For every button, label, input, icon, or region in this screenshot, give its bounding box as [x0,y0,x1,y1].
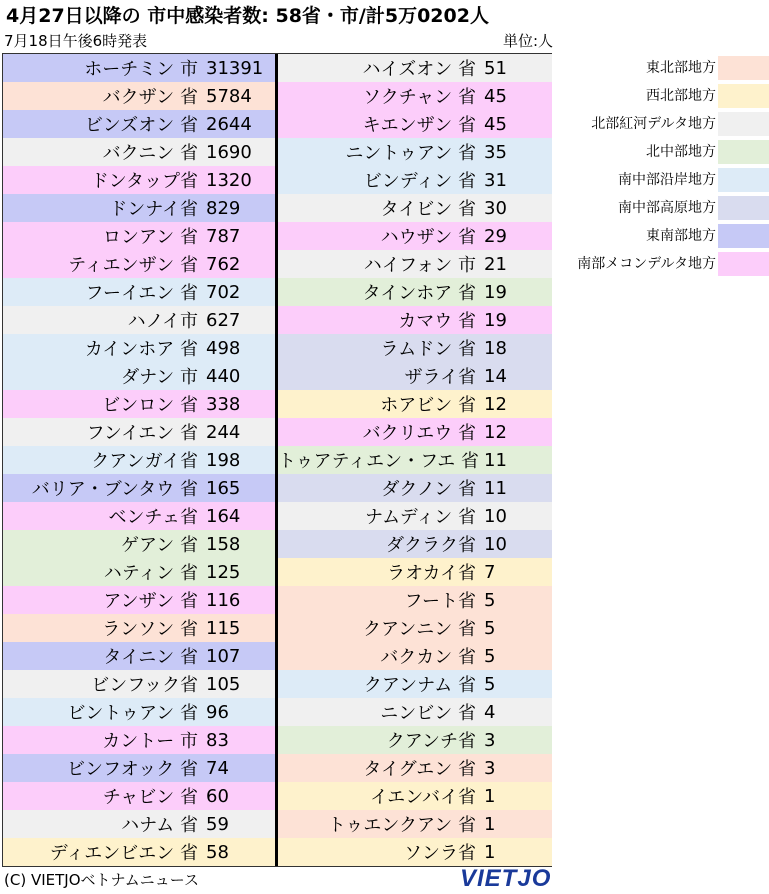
table-row [278,698,552,726]
case-count: 5 [484,645,496,667]
table-row [3,670,275,698]
legend-item [560,250,769,278]
province-name: ハティン 省 [103,563,198,584]
province-name: ハウザン 省 [380,227,476,248]
legend-item [560,82,769,110]
case-count: 14 [484,365,507,387]
province-name: タイグエン 省 [363,759,476,780]
table-row [3,726,275,754]
province-name: ビントゥアン 省 [67,703,198,724]
table-row [278,194,552,222]
table-row [3,446,275,474]
province-name: ラオカイ省 [387,563,476,584]
table-row [3,194,275,222]
province-name: カマウ 省 [398,311,476,332]
province-name: ドンナイ省 [109,199,198,220]
table-row [278,810,552,838]
case-count: 1 [484,841,496,863]
case-table [2,53,552,867]
case-count: 338 [206,393,241,415]
table-row [278,222,552,250]
case-count: 105 [206,673,241,695]
province-name: ハイズオン 省 [362,59,476,80]
case-count: 5 [484,673,496,695]
province-name: タインホア 省 [362,283,476,304]
province-name: ニントゥアン 省 [345,143,476,164]
case-count: 115 [206,617,241,639]
case-count: 5784 [206,85,252,107]
case-count: 787 [206,225,241,247]
table-row [3,362,275,390]
case-count: 21 [484,253,507,275]
table-row [278,642,552,670]
case-count: 45 [484,85,507,107]
legend-label: 南中部沿岸地方 [618,172,716,188]
legend-item [560,222,769,250]
legend-swatch [718,252,769,276]
unit-label: 単位:人 [502,32,553,50]
province-name: ホーチミン 市 [84,59,198,80]
province-name: ハナム 省 [121,815,198,836]
legend-item [560,166,769,194]
table-row [278,726,552,754]
province-name: ダクノン 省 [381,479,476,500]
table-row [278,474,552,502]
case-count: 158 [206,533,241,555]
announcement-date: 7月18日午後6時発表 [4,32,148,50]
table-row [278,502,552,530]
province-name: フート省 [404,591,476,612]
table-row [278,558,552,586]
province-name: ナムディン 省 [364,507,476,528]
legend-swatch [718,84,769,108]
legend-swatch [718,140,769,164]
case-count: 164 [206,505,241,527]
legend-label: 南中部高原地方 [618,200,716,216]
province-name: ニンビン 省 [380,703,476,724]
case-count: 11 [484,449,507,471]
province-name: ハノイ市 [127,311,198,332]
table-row [3,810,275,838]
province-name: バクニン 省 [102,143,198,164]
case-count: 762 [206,253,241,275]
province-name: クアンニン 省 [362,619,476,640]
case-count: 31391 [206,57,264,79]
province-name: バクリエウ 省 [362,423,476,444]
legend-label: 西北部地方 [646,88,716,104]
table-row [3,502,275,530]
legend-swatch [718,168,769,192]
table-row [278,782,552,810]
table-row [278,306,552,334]
case-count: 627 [206,309,241,331]
table-row [3,698,275,726]
case-count: 3 [484,729,496,751]
table-row [278,530,552,558]
case-count: 1 [484,813,496,835]
province-name: ソンラ省 [404,843,476,864]
table-row [3,558,275,586]
province-name: ティエンザン 省 [68,255,198,276]
table-row [278,754,552,782]
case-count: 12 [484,393,507,415]
case-count: 45 [484,113,507,135]
legend-item [560,54,769,82]
case-count: 165 [206,477,241,499]
province-name: ハイフォン 市 [363,255,476,276]
case-count: 10 [484,533,507,555]
table-row [3,166,275,194]
case-count: 7 [484,561,496,583]
case-count: 198 [206,449,241,471]
table-row [278,138,552,166]
table-row [278,82,552,110]
table-row [3,782,275,810]
province-name: クアンガイ省 [91,451,198,472]
province-name: バリア・ブンタウ 省 [31,479,198,500]
legend-swatch [718,224,769,248]
case-count: 2644 [206,113,252,135]
legend-label: 北中部地方 [646,144,716,160]
table-row [3,418,275,446]
table-row [3,250,275,278]
case-count: 35 [484,141,507,163]
province-name: ダクラク省 [386,535,476,556]
province-name: トゥアティエン・フエ 省 [278,451,479,472]
province-name: チャビン 省 [102,787,198,808]
table-row [3,838,275,866]
case-count: 5 [484,589,496,611]
province-name: ダナン 市 [121,367,198,388]
province-name: ホアビン 省 [380,395,476,416]
province-name: ランソン 省 [102,619,198,640]
case-count: 58 [206,841,229,863]
province-name: ソクチャン 省 [362,87,476,108]
province-name: イエンバイ省 [369,787,476,808]
legend-item [560,110,769,138]
province-name: ビンフオック 省 [66,759,198,780]
case-count: 1 [484,785,496,807]
case-count: 702 [206,281,241,303]
case-count: 498 [206,337,241,359]
province-name: クアンチ省 [386,731,476,752]
province-name: キエンザン 省 [362,115,476,136]
province-name: クアンナム 省 [363,675,476,696]
table-row [3,614,275,642]
province-name: ザライ省 [404,367,476,388]
legend-label: 南部メコンデルタ地方 [577,256,716,272]
province-name: ビンロン 省 [102,395,198,416]
case-count: 96 [206,701,229,723]
vietjo-logo: VIETJO [460,865,552,892]
province-name: ビンズオン 省 [84,115,198,136]
case-count: 829 [206,197,241,219]
case-count: 440 [206,365,241,387]
legend-swatch [718,112,769,136]
case-count: 31 [484,169,507,191]
province-name: ビンディン 省 [363,171,476,192]
case-count: 59 [206,813,229,835]
case-count: 10 [484,505,507,527]
case-count: 19 [484,281,507,303]
table-row [3,586,275,614]
table-row [3,110,275,138]
province-name: ロンアン 省 [102,227,198,248]
table-row [278,614,552,642]
case-count: 83 [206,729,229,751]
table-row [278,586,552,614]
table-row [3,530,275,558]
case-count: 30 [484,197,507,219]
table-row [278,278,552,306]
table-row [3,754,275,782]
province-name: タイビン 省 [380,199,476,220]
table-row [278,390,552,418]
legend-label: 東北部地方 [646,60,716,76]
case-count: 60 [206,785,229,807]
case-count: 125 [206,561,241,583]
table-row [278,334,552,362]
province-name: ゲアン 省 [120,535,198,556]
province-name: アンザン 省 [103,591,198,612]
case-count: 74 [206,757,229,779]
legend-label: 北部紅河デルタ地方 [591,116,716,132]
table-row [3,642,275,670]
case-count: 116 [206,589,241,611]
table-row [3,54,275,82]
case-count: 4 [484,701,496,723]
case-count: 1320 [206,169,252,191]
case-count: 12 [484,421,507,443]
table-row [278,54,552,82]
copyright-footer: (C) VIETJOベトナムニュース [4,871,200,889]
legend-item [560,138,769,166]
table-row [278,446,552,474]
legend-swatch [718,196,769,220]
province-name: バクザン 省 [102,87,198,108]
table-row [3,474,275,502]
province-name: タイニン 省 [103,647,198,668]
province-name: ベンチェ省 [108,507,198,528]
case-count: 107 [206,645,241,667]
province-name: バクカン 省 [380,647,476,668]
table-row [278,362,552,390]
table-row [278,670,552,698]
table-row [3,278,275,306]
province-name: ラムドン 省 [380,339,476,360]
table-row [3,306,275,334]
legend-swatch [718,56,769,80]
case-count: 5 [484,617,496,639]
case-count: 1690 [206,141,252,163]
table-row [3,390,275,418]
table-row [278,838,552,866]
province-name: フーイエン 省 [85,283,198,304]
chart-title: 4月27日以降の 市中感染者数: 58省・市/計5万0202人 [6,5,489,27]
case-count: 29 [484,225,507,247]
case-count: 51 [484,57,507,79]
province-name: ディエンビエン 省 [49,843,198,864]
table-row [278,418,552,446]
table-row [3,334,275,362]
table-row [3,82,275,110]
table-row [278,250,552,278]
province-name: フンイエン 省 [86,423,198,444]
case-count: 18 [484,337,507,359]
province-name: カントー 市 [102,731,198,752]
legend-label: 東南部地方 [646,228,716,244]
case-count: 11 [484,477,507,499]
case-count: 244 [206,421,241,443]
table-row [278,110,552,138]
case-count: 19 [484,309,507,331]
table-row [3,138,275,166]
province-name: トゥエンクアン 省 [327,815,476,836]
province-name: カインホア 省 [84,339,198,360]
province-name: ドンタップ省 [90,171,198,192]
table-row [3,222,275,250]
province-name: ビンフック省 [91,675,198,696]
legend-item [560,194,769,222]
case-count: 3 [484,757,496,779]
table-row [278,166,552,194]
